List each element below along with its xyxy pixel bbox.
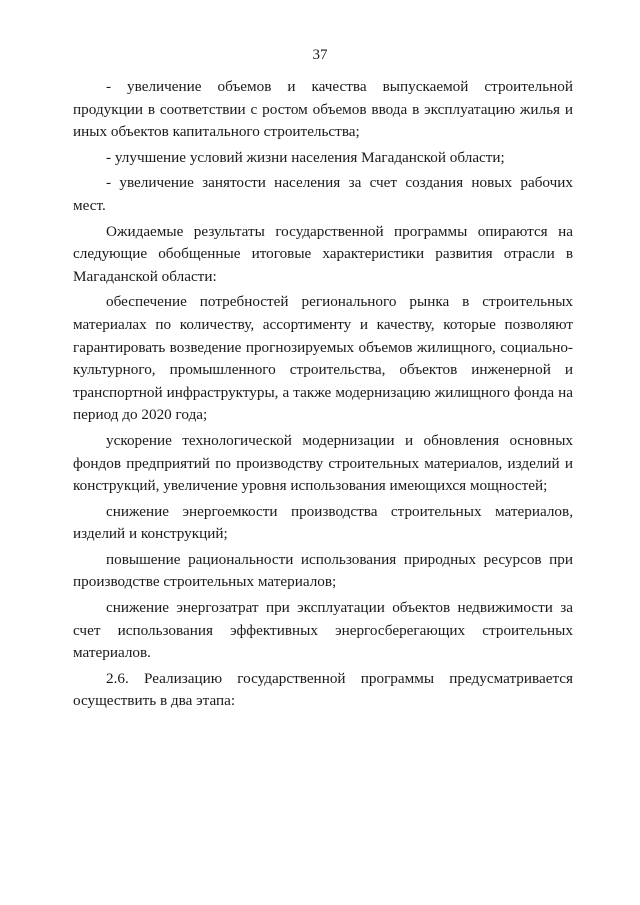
paragraph-energy-costs: снижение энергозатрат при эксплуатации объектов недвижимости за счет использования эффективных энергосберегающих строительных материалов. — [73, 599, 573, 662]
document-body — [73, 76, 573, 713]
bullet-living-conditions: - улучшение условий жизни населения Магаданской области; — [106, 148, 505, 166]
bullet-production-growth: - увеличение объемов и качества выпускаемой строительной продукции в соответствии с ростом объемов ввода в эксплуатацию жилья и иных объектов капитального строительства; — [73, 78, 573, 141]
paragraph-expected-results: Ожидаемые результаты государственной программы опираются на следующие обобщенные итоговые характеристики развития отрасли в Магаданской области: — [73, 222, 573, 285]
section-2-6-stages: 2.6. Реализацию государственной программы предусматривается осуществить в два этапа: — [73, 669, 573, 710]
paragraph-resource-efficiency: повышение рациональности использования природных ресурсов при производстве строительных материалов; — [73, 550, 573, 591]
paragraph-market-needs: обеспечение потребностей регионального рынка в строительных материалах по количеству, ассортименту и качеству, которые позволяют гарантировать возведение прогнозируемых объемов жилищного, социально-культурного, промышленного строительства, объектов инженерной и транспортной инфраструктуры, а также модернизацию жилищного фонда на период до 2020 года; — [73, 293, 573, 424]
paragraph-modernization: ускорение технологической модернизации и обновления основных фондов предприятий по производству строительных материалов, изделий и конструкций, увеличение уровня использования имеющихся мощностей; — [73, 431, 573, 495]
bullet-employment: - увеличение занятости населения за счет создания новых рабочих мест. — [73, 174, 573, 214]
page-number: 37 — [312, 47, 328, 63]
paragraph-energy-intensity: снижение энергоемкости производства строительных материалов, изделий и конструкций; — [73, 502, 573, 543]
